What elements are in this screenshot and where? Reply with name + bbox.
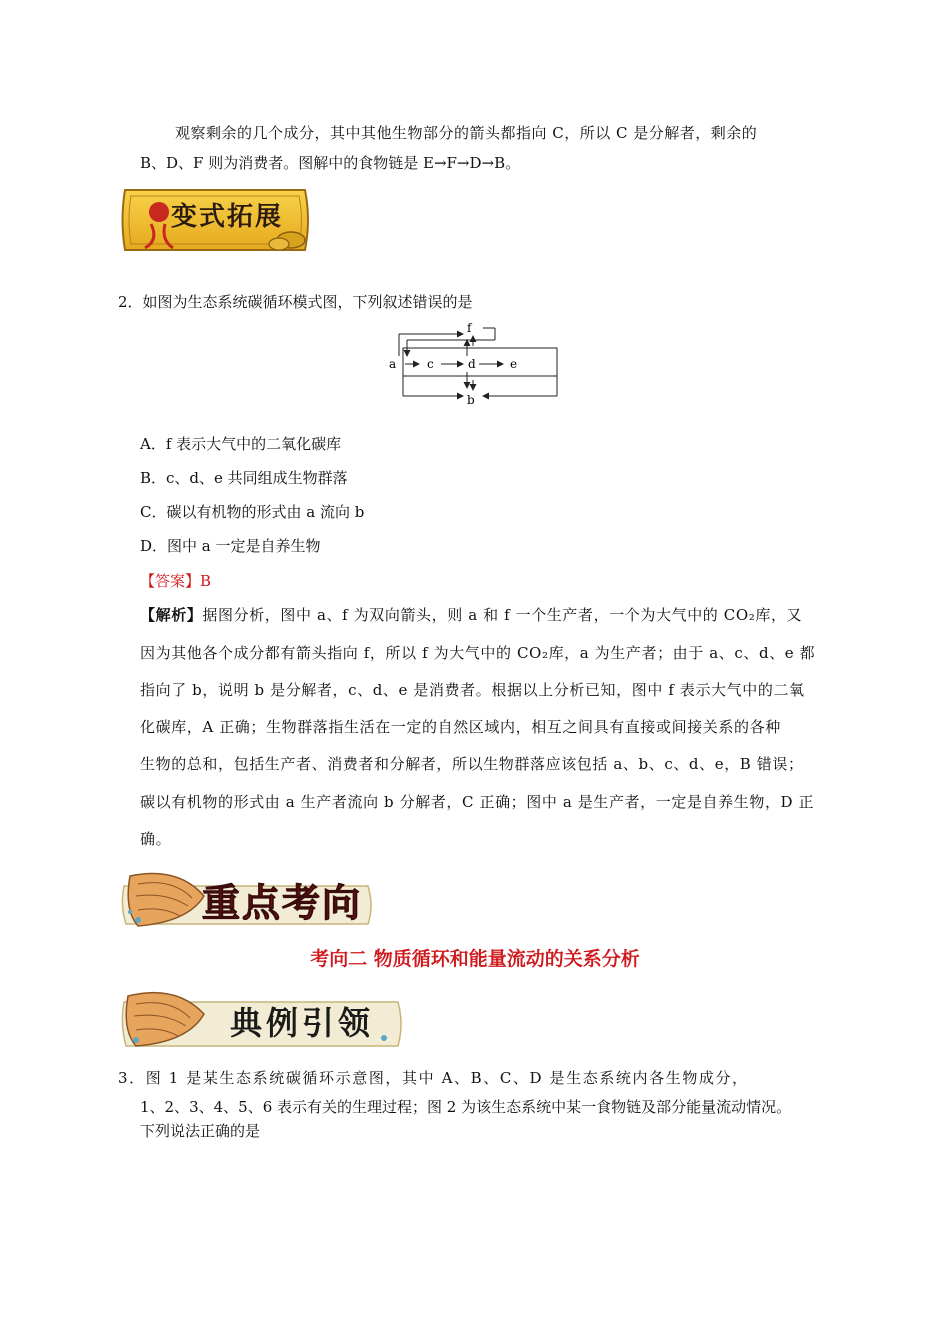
knot-ornament-icon	[149, 202, 169, 222]
analysis-label: 【解析】	[140, 606, 203, 624]
analysis-line-4: 化碳库，A 正确；生物群落指生活在一定的自然区域内，相互之间具有直接或间接关系的各种	[140, 718, 781, 736]
node-b: b	[467, 393, 475, 407]
analysis-line-1: 【解析】据图分析，图中 a、f 为双向箭头，则 a 和 f 一个生产者，一个为大气中的 CO₂库，又	[140, 606, 803, 624]
intro-line-1: 观察剩余的几个成分，其中其他生物部分的箭头都指向 C，所以 C 是分解者，剩余的	[175, 124, 758, 142]
banner-key-label: 重点考向	[202, 880, 363, 925]
banner-variant-label: 变式拓展	[171, 202, 284, 232]
banner-example	[118, 984, 406, 1052]
banner-variant	[115, 182, 315, 258]
answer-label: 【答案】	[140, 572, 201, 590]
analysis-line-3: 指向了 b，说明 b 是分解者，c、d、e 是消费者。根据以上分析已知，图中 f 表示大气中的二氧	[140, 681, 805, 699]
analysis-line-7: 确。	[140, 830, 172, 848]
option-b: B．c、d、e 共同组成生物群落	[140, 469, 348, 487]
option-d: D．图中 a 一定是自养生物	[140, 537, 321, 555]
node-f: f	[467, 321, 472, 335]
banner-key	[118, 866, 380, 932]
analysis-line-6: 碳以有机物的形式由 a 生产者流向 b 分解者，C 正确；图中 a 是生产者，一定是自养生物，D 正	[140, 793, 815, 811]
banner-example-label: 典例引领	[230, 1004, 375, 1042]
node-a: a	[389, 357, 397, 371]
q3-line-2: 1、2、3、4、5、6 表示有关的生理过程；图 2 为该生态系统中某一食物链及部分能量流动情况。	[140, 1098, 792, 1116]
intro-line-2: B、D、F 则为消费者。图解中的食物链是 E→F→D→B。	[140, 154, 521, 172]
node-d: d	[468, 357, 476, 371]
analysis-line-5: 生物的总和，包括生产者、消费者和分解者，所以生物群落应该包括 a、b、c、d、e，B 错误；	[140, 755, 804, 773]
q2-stem: 2．如图为生态系统碳循环模式图，下列叙述错误的是	[118, 293, 473, 311]
answer-value: B	[200, 572, 212, 590]
node-c: c	[427, 357, 434, 371]
carbon-cycle-diagram	[383, 318, 563, 408]
q3-line-3: 下列说法正确的是	[140, 1122, 261, 1140]
option-a: A．f 表示大气中的二氧化碳库	[140, 435, 342, 453]
section-2-title: 考向二 物质循环和能量流动的关系分析	[310, 948, 640, 970]
node-e: e	[510, 357, 518, 371]
answer-line	[140, 569, 211, 593]
q3-line-1: 3．图 1 是某生态系统碳循环示意图，其中 A、B、C、D 是生态系统内各生物成分，	[118, 1069, 749, 1087]
analysis-line-2: 因为其他各个成分都有箭头指向 f，所以 f 为大气中的 CO₂库，a 为生产者；由于 a、c、d、e 都	[140, 644, 816, 662]
option-c: C．碳以有机物的形式由 a 流向 b	[140, 503, 365, 521]
